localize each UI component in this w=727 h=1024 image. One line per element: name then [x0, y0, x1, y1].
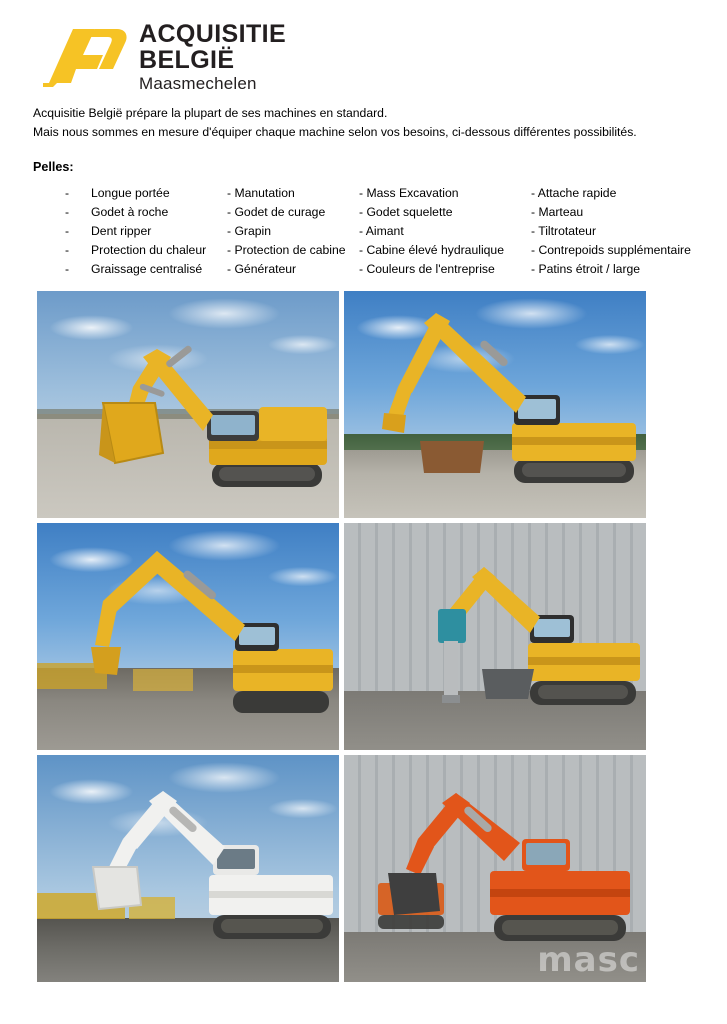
excavator-illustration: [37, 755, 339, 982]
option-cell: - Grapin: [227, 224, 272, 238]
option-cell: - Marteau: [531, 205, 584, 219]
logo-line-3: Maasmechelen: [139, 74, 257, 93]
option-cell: - Tiltrotateur: [531, 224, 597, 238]
option-cell: Godet à roche: [91, 205, 169, 219]
row-bullet: -: [65, 205, 70, 219]
option-cell: Dent ripper: [91, 224, 152, 238]
option-cell: Protection du chaleur: [91, 243, 207, 257]
excavator-illustration: [344, 291, 646, 518]
row-bullet: -: [65, 186, 70, 200]
excavator-illustration: [344, 523, 646, 750]
option-cell: Graissage centralisé: [91, 262, 203, 276]
photo-cat-long-reach-excavator-side: [37, 523, 339, 750]
option-cell: - Contrepoids supplémentaire: [531, 243, 691, 257]
row-bullet: -: [65, 262, 70, 276]
option-cell: - Cabine élevé hydraulique: [359, 243, 504, 257]
photo-cat-excavator-mass-excavation-bucket: [37, 291, 339, 518]
table-row: [55, 184, 691, 203]
option-cell: - Godet squelette: [359, 205, 453, 219]
option-cell: - Patins étroit / large: [531, 262, 641, 276]
table-row: [55, 241, 691, 260]
options-table: [55, 184, 691, 279]
intro-line-1: Acquisitie België prépare la plupart de ses machines en standard.: [33, 106, 388, 120]
acquisitie-a-logo-icon: [43, 25, 129, 87]
intro-paragraph: [33, 104, 694, 142]
option-cell: - Attache rapide: [531, 186, 617, 200]
row-bullet: -: [65, 243, 70, 257]
photo-cat-long-reach-excavator: [344, 291, 646, 518]
option-cell: - Manutation: [227, 186, 295, 200]
excavator-illustration: [37, 291, 339, 518]
photo-cat-excavator-hydraulic-hammer: [344, 523, 646, 750]
page-title: Pelles:: [33, 160, 74, 174]
option-cell: - Protection de cabine: [227, 243, 346, 257]
document-header: [33, 0, 694, 93]
option-cell: - Couleurs de l'entreprise: [359, 262, 495, 276]
table-row: [55, 222, 691, 241]
option-cell: - Aimant: [359, 224, 404, 238]
watermark: masc: [537, 940, 640, 980]
excavator-illustration: [37, 523, 339, 750]
intro-line-2: Mais nous sommes en mesure d'équiper chaque machine selon vos besoins, ci-dessous différentes possibilités.: [33, 125, 637, 139]
photo-gallery: [37, 291, 646, 982]
table-row: [55, 203, 691, 222]
photo-orange-excavator: [344, 755, 646, 982]
option-cell: - Générateur: [227, 262, 297, 276]
logo-line-2: BELGIË: [139, 46, 235, 74]
row-bullet: -: [65, 224, 70, 238]
option-cell: - Godet de curage: [227, 205, 326, 219]
logo-wordmark: [139, 20, 286, 92]
logo-line-1: ACQUISITIE: [139, 20, 287, 48]
table-row: [55, 260, 691, 279]
option-cell: Longue portée: [91, 186, 170, 200]
photo-white-excavator: [37, 755, 339, 982]
option-cell: - Mass Excavation: [359, 186, 459, 200]
